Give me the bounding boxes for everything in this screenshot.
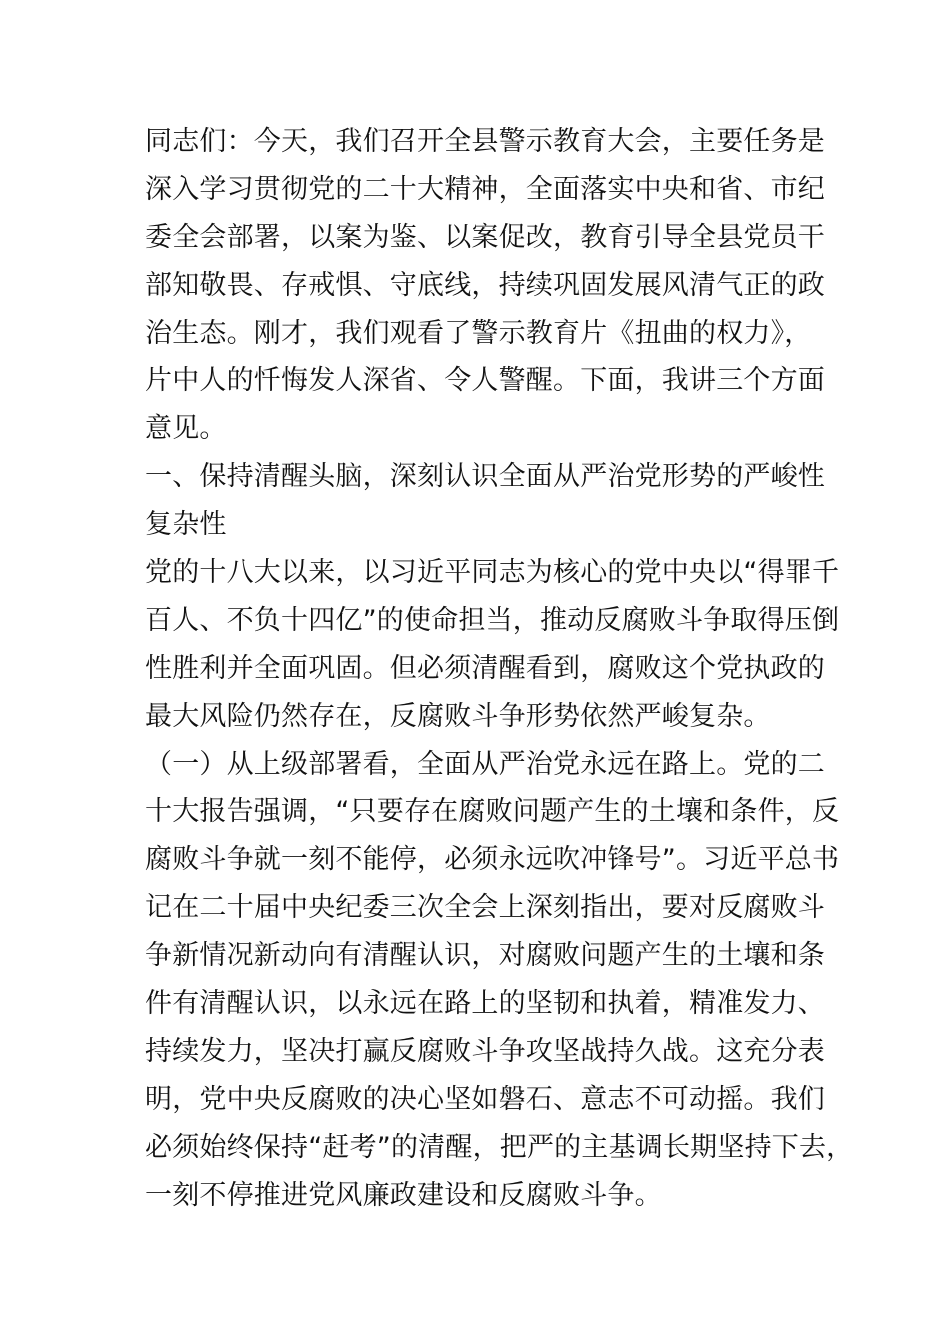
text-line: 一刻不停推进党风廉政建设和反腐败斗争。 (145, 1179, 662, 1211)
text-line: 同志们：今天，我们召开全县警示教育大会，主要任务是 (145, 126, 825, 157)
text-line: 性胜利并全面巩固。但必须清醒看到，腐败这个党执政的 (145, 652, 825, 684)
text-line: 腐败斗争就一刻不能停，必须永远吹冲锋号”。习近平总书 (145, 844, 840, 876)
text-line: 党的十八大以来，以习近平同志为核心的党中央以“得罪千 (145, 557, 840, 589)
text-line: 意见。 (145, 413, 227, 445)
text-line: （一）从上级部署看，全面从严治党永远在路上。党的二 (145, 748, 825, 780)
heading-line: 一、保持清醒头脑，深刻认识全面从严治党形势的严峻性 (145, 461, 825, 493)
section-heading (145, 453, 835, 549)
text-line: 记在二十届中央纪委三次全会上深刻指出，要对反腐败斗 (145, 892, 825, 924)
text-line: 最大风险仍然存在，反腐败斗争形势依然严峻复杂。 (145, 700, 771, 732)
text-line: 深入学习贯彻党的二十大精神，全面落实中央和省、市纪 (145, 173, 825, 205)
text-line: 持续发力，坚决打赢反腐败斗争攻坚战持久战。这充分表 (145, 1035, 825, 1067)
text-line: 争新情况新动向有清醒认识，对腐败问题产生的土壤和条 (145, 940, 825, 972)
text-line: 部知敬畏、存戒惧、守底线，持续巩固发展风清气正的政 (145, 269, 825, 301)
text-line: 委全会部署，以案为鉴、以案促改，教育引导全县党员干 (145, 221, 825, 253)
text-line: 片中人的忏悔发人深省、令人警醒。下面，我讲三个方面 (145, 365, 825, 397)
subsection-paragraph (145, 741, 854, 1220)
text-line: 件有清醒认识，以永远在路上的坚韧和执着，精准发力、 (145, 988, 825, 1020)
text-line: 十大报告强调，“只要存在腐败问题产生的土壤和条件，反 (145, 796, 840, 828)
document-body (145, 118, 854, 1219)
opening-paragraph (145, 118, 835, 453)
text-line: 必须始终保持“赶考”的清醒，把严的主基调长期坚持下去， (145, 1131, 854, 1163)
text-line: 治生态。刚才，我们观看了警示教育片《扭曲的权力》， (145, 317, 812, 349)
heading-line: 复杂性 (145, 509, 227, 541)
body-paragraph (145, 549, 840, 741)
text-line: 明，党中央反腐败的决心坚如磐石、意志不可动摇。我们 (145, 1083, 825, 1115)
text-line: 百人、不负十四亿”的使命担当，推动反腐败斗争取得压倒 (145, 604, 840, 636)
